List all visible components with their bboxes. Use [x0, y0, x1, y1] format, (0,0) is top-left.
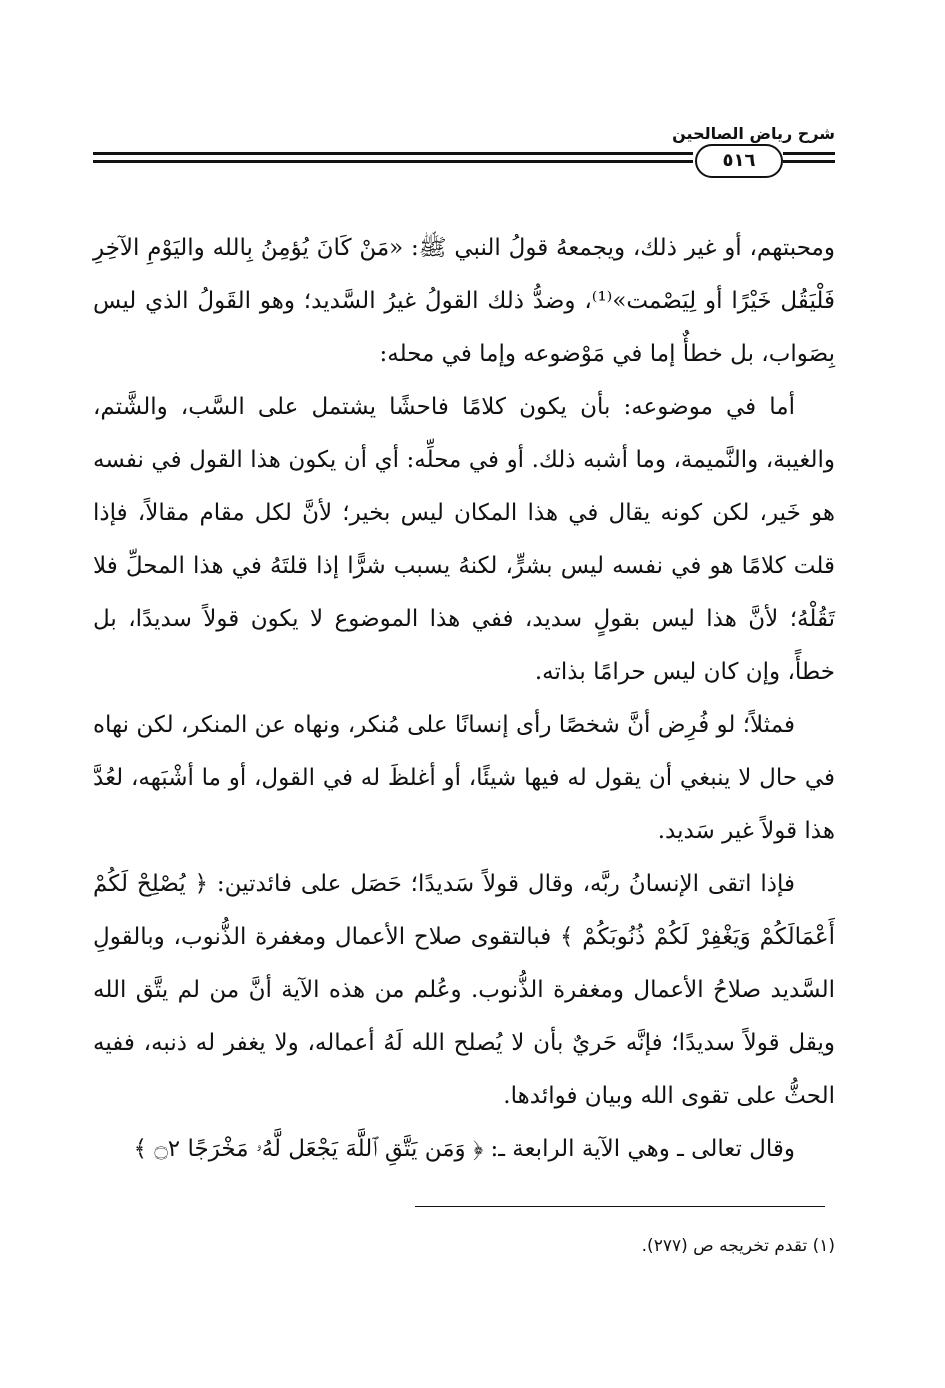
header-rule — [93, 160, 693, 163]
paragraph: ومحبتهم، أو غير ذلك، ويجمعهُ قولُ النبي ﷺ: «مَنْ كَانَ يُؤمِنُ بِالله واليَوْمِ الآخِرِ فَلْيَقُل خَيْرًا أو لِيَصْمت»⁽¹⁾، وضدُّ ذلك القولُ غيرُ السَّديد؛ وهو القَولُ الذي ليس بِصَواب، بل خطأٌ إما في مَوْضوعه وإما في محله: — [93, 235, 835, 367]
book-title: شرح رياض الصالحين — [672, 124, 835, 143]
page-number: ٥١٦ — [695, 144, 783, 178]
paragraph: أما في موضوعه: بأن يكون كلامًا فاحشًا يشتمل على السَّب، والشَّتم، والغيبة، والنَّميمة، وما أشبه ذلك. أو في محلِّه: أي أن يكون هذا القول في نفسه هو خَير، لكن كونه يقال في هذا المكان ليس بخير؛ لأنَّ لكل مقام مقالاً، فإذا قلت كلامًا هو في نفسه ليس بشرٍّ، لكنهُ يسبب شرًّا إذا قلتَهُ في هذا المحلِّ فلا تَقُلْهُ؛ لأنَّ هذا ليس بقولٍ سديد، ففي هذا الموضوع لا يكون قولاً سديدًا، بل خطأً، وإن كان ليس حرامًا بذاته. — [93, 394, 835, 685]
paragraph: فإذا اتقى الإنسانُ ربَّه، وقال قولاً سَديدًا؛ حَصَل على فائدتين: ﴿ يُصْلِحْ لَكُمْ أَعْمَالَكُمْ وَيَغْفِرْ لَكُمْ ذُنُوبَكُمْ ﴾ فبالتقوى صلاح الأعمال ومغفرة الذُّنوب، وبالقولِ السَّديد صلاحُ الأعمال ومغفرة الذُّنوب. وعُلم من هذه الآية أنَّ من لم يتَّق الله ويقل قولاً سديدًا؛ فإنَّه حَريٌ بأن لا يُصلح الله لَهُ أعماله، ولا يغفر له ذنبه، ففيه الحثُّ على تقوى الله وبيان فوائدها. — [93, 871, 835, 1109]
paragraph: فمثلاً؛ لو فُرِض أنَّ شخصًا رأى إنسانًا على مُنكر، ونهاه عن المنكر، لكن نهاه في حال لا ينبغي أن يقول له فيها شيئًا، أو أغلظَ له في القول، أو ما أشْبَهه، لعُدَّ هذا قولاً غير سَديد. — [93, 712, 835, 844]
header-rule — [783, 152, 835, 155]
header-rule — [783, 160, 835, 163]
body-text — [93, 222, 835, 1176]
footnote: (١) تقدم تخريجه ص (٢٧٧). — [641, 1236, 835, 1256]
paragraph: وقال تعالى ـ وهي الآية الرابعة ـ: ﴿ وَمَن يَتَّقِ ٱللَّهَ يَجْعَل لَّهُۥ مَخْرَجًا ۝٢ ﴾ — [133, 1136, 795, 1162]
header-rule — [93, 152, 693, 155]
footnote-divider — [415, 1206, 825, 1207]
page-header — [93, 118, 835, 180]
